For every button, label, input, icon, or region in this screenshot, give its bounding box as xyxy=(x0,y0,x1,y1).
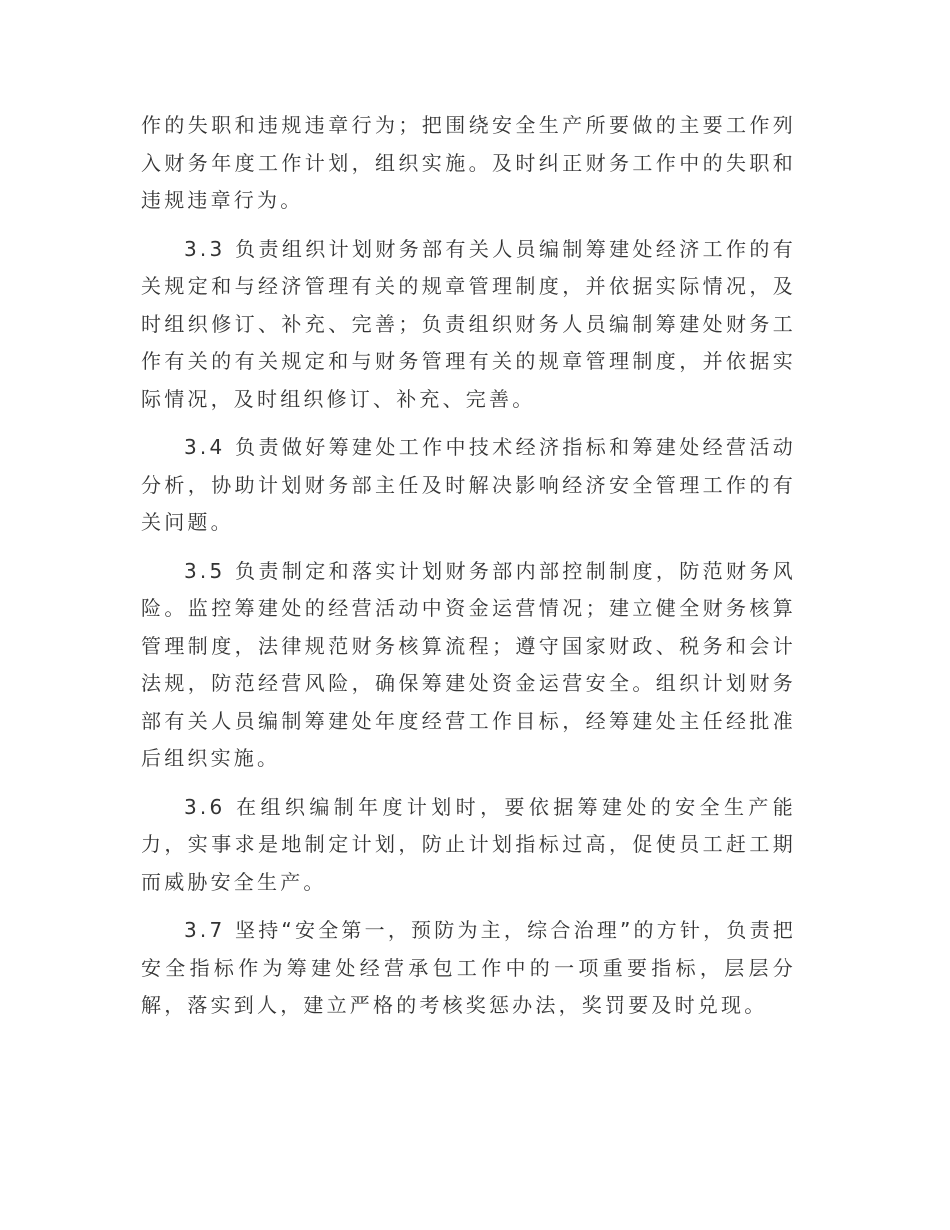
paragraph-3-5: 3.5 负责制定和落实计划财务部内部控制制度，防范财务风险。监控筹建处的经营活动中资金运营情况；建立健全财务核算管理制度，法律规范财务核算流程；遵守国家财政、税务和会计法规，防范经营风险，确保筹建处资金运营安全。组织计划财务部有关人员编制筹建处年度经营工作目标，经筹建处主任经批准后组织实施。 xyxy=(141,558,796,770)
paragraph-3-4: 3.4 负责做好筹建处工作中技术经济指标和筹建处经营活动分析，协助计划财务部主任及时解决影响经济安全管理工作的有关问题。 xyxy=(141,435,796,534)
paragraph-3-7: 3.7 坚持“安全第一，预防为主，综合治理”的方针，负责把安全指标作为筹建处经营承包工作中的一项重要指标，层层分解，落实到人，建立严格的考核奖惩办法，奖罚要及时兑现。 xyxy=(141,918,796,1017)
paragraph-continuation: 作的失职和违规违章行为；把围绕安全生产所要做的主要工作列入财务年度工作计划，组织实施。及时纠正财务工作中的失职和违规违章行为。 xyxy=(141,113,796,212)
paragraph-3-3: 3.3 负责组织计划财务部有关人员编制筹建处经济工作的有关规定和与经济管理有关的规章管理制度，并依据实际情况，及时组织修订、补充、完善；负责组织财务人员编制筹建处财务工作有关的有关规定和与财务管理有关的规章管理制度，并依据实际情况，及时组织修订、补充、完善。 xyxy=(141,236,796,411)
document-body xyxy=(141,107,796,1036)
paragraph-3-6: 3.6 在组织编制年度计划时，要依据筹建处的安全生产能力，实事求是地制定计划，防止计划指标过高，促使员工赶工期而威胁安全生产。 xyxy=(141,794,796,894)
